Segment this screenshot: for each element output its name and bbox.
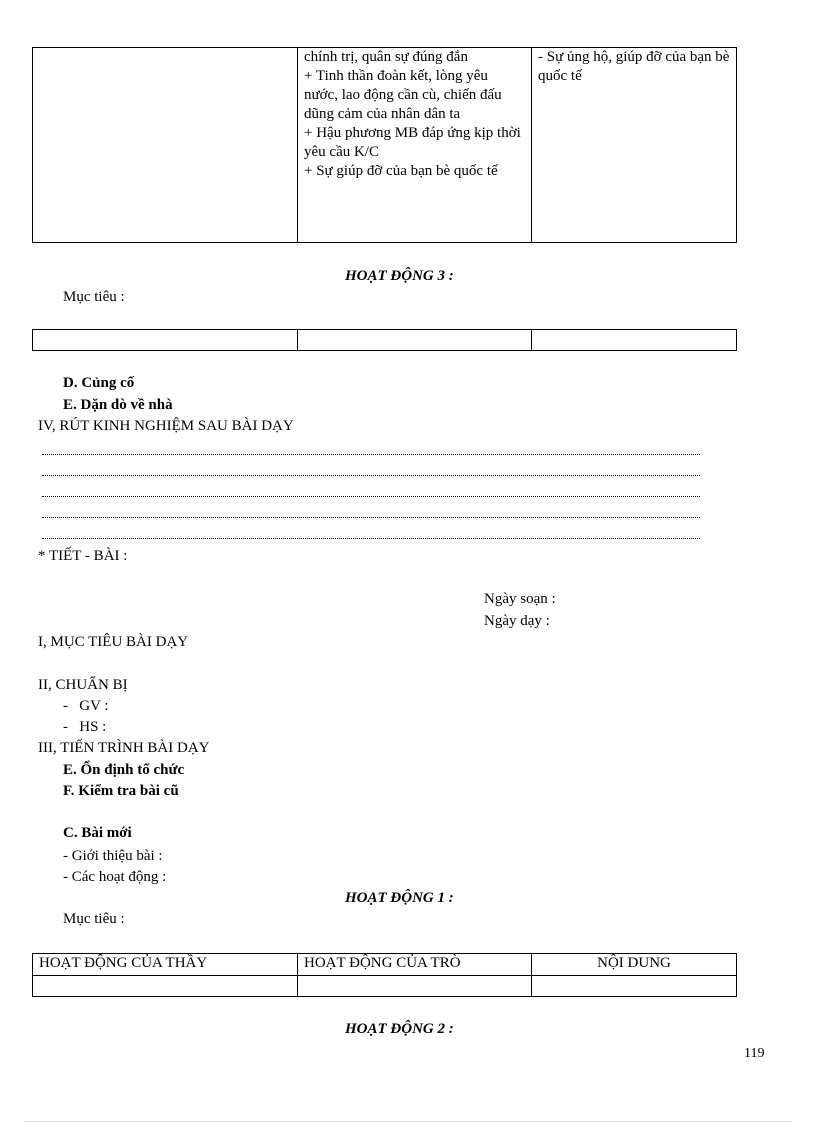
process-activities: - Các hoạt động :	[63, 869, 167, 885]
dotted-line	[42, 517, 700, 518]
section-process: III, TIẾN TRÌNH BÀI DẠY	[38, 740, 210, 756]
date-taught: Ngày dạy :	[484, 613, 550, 629]
activity-3-table	[32, 329, 737, 351]
header-teacher: HOẠT ĐỘNG CỦA THẦY	[33, 954, 298, 976]
activity-2-heading: HOẠT ĐỘNG 2 :	[345, 1021, 454, 1037]
activity-3-cell	[532, 330, 737, 351]
page-number: 119	[744, 1046, 765, 1061]
section-preparation: II, CHUẨN BỊ	[38, 677, 128, 693]
activity-3-cell	[298, 330, 532, 351]
prep-gv: - GV :	[63, 698, 109, 714]
lesson-line: * TIẾT - BÀI :	[38, 548, 128, 564]
experience-title: IV, RÚT KINH NGHIỆM SAU BÀI DẠY	[38, 418, 294, 434]
process-item-f: F. Kiểm tra bài cũ	[63, 783, 179, 799]
teacher-activity-cell	[33, 48, 298, 243]
activity-1-cell	[298, 976, 532, 997]
prep-gv-label: GV :	[79, 698, 109, 714]
content-cell: - Sự ủng hộ, giúp đỡ của bạn bè quốc tế	[532, 48, 737, 243]
activity-3-heading: HOẠT ĐỘNG 3 :	[345, 268, 454, 284]
homework-heading: E. Dặn dò về nhà	[63, 397, 173, 413]
activity-3-cell	[33, 330, 298, 351]
header-content: NỘI DUNG	[532, 954, 737, 976]
activity-3-objective: Mục tiêu :	[63, 289, 125, 305]
section-objectives: I, MỤC TIÊU BÀI DẠY	[38, 634, 189, 650]
activity-1-cell	[532, 976, 737, 997]
page-edge-line	[24, 1121, 792, 1122]
dotted-line	[42, 475, 700, 476]
dotted-line	[42, 454, 700, 455]
prep-hs: - HS :	[63, 719, 107, 735]
date-prepared: Ngày soạn :	[484, 591, 556, 607]
dotted-line	[42, 538, 700, 539]
header-student: HOẠT ĐỘNG CỦA TRÒ	[298, 954, 532, 976]
consolidate-heading: D. Củng cố	[63, 375, 135, 391]
content-table-continued	[32, 47, 737, 243]
activity-1-objective: Mục tiêu :	[63, 911, 125, 927]
process-item-e: E. Ổn định tổ chức	[63, 762, 185, 778]
process-intro: - Giới thiệu bài :	[63, 848, 163, 864]
dotted-line	[42, 496, 700, 497]
prep-hs-label: HS :	[79, 719, 107, 735]
activity-1-cell	[33, 976, 298, 997]
student-activity-cell: chính trị, quân sự đúng đắn + Tinh thần đoàn kết, lòng yêu nước, lao động cần cù, chiến đấu dũng cảm của nhân dân ta + Hậu phương MB đáp ứng kịp thời yêu cầu K/C + Sự giúp đỡ của bạn bè quốc tế	[298, 48, 532, 243]
activity-1-heading: HOẠT ĐỘNG 1 :	[345, 890, 454, 906]
process-item-c: C. Bài mới	[63, 825, 132, 841]
activity-1-table	[32, 953, 737, 997]
